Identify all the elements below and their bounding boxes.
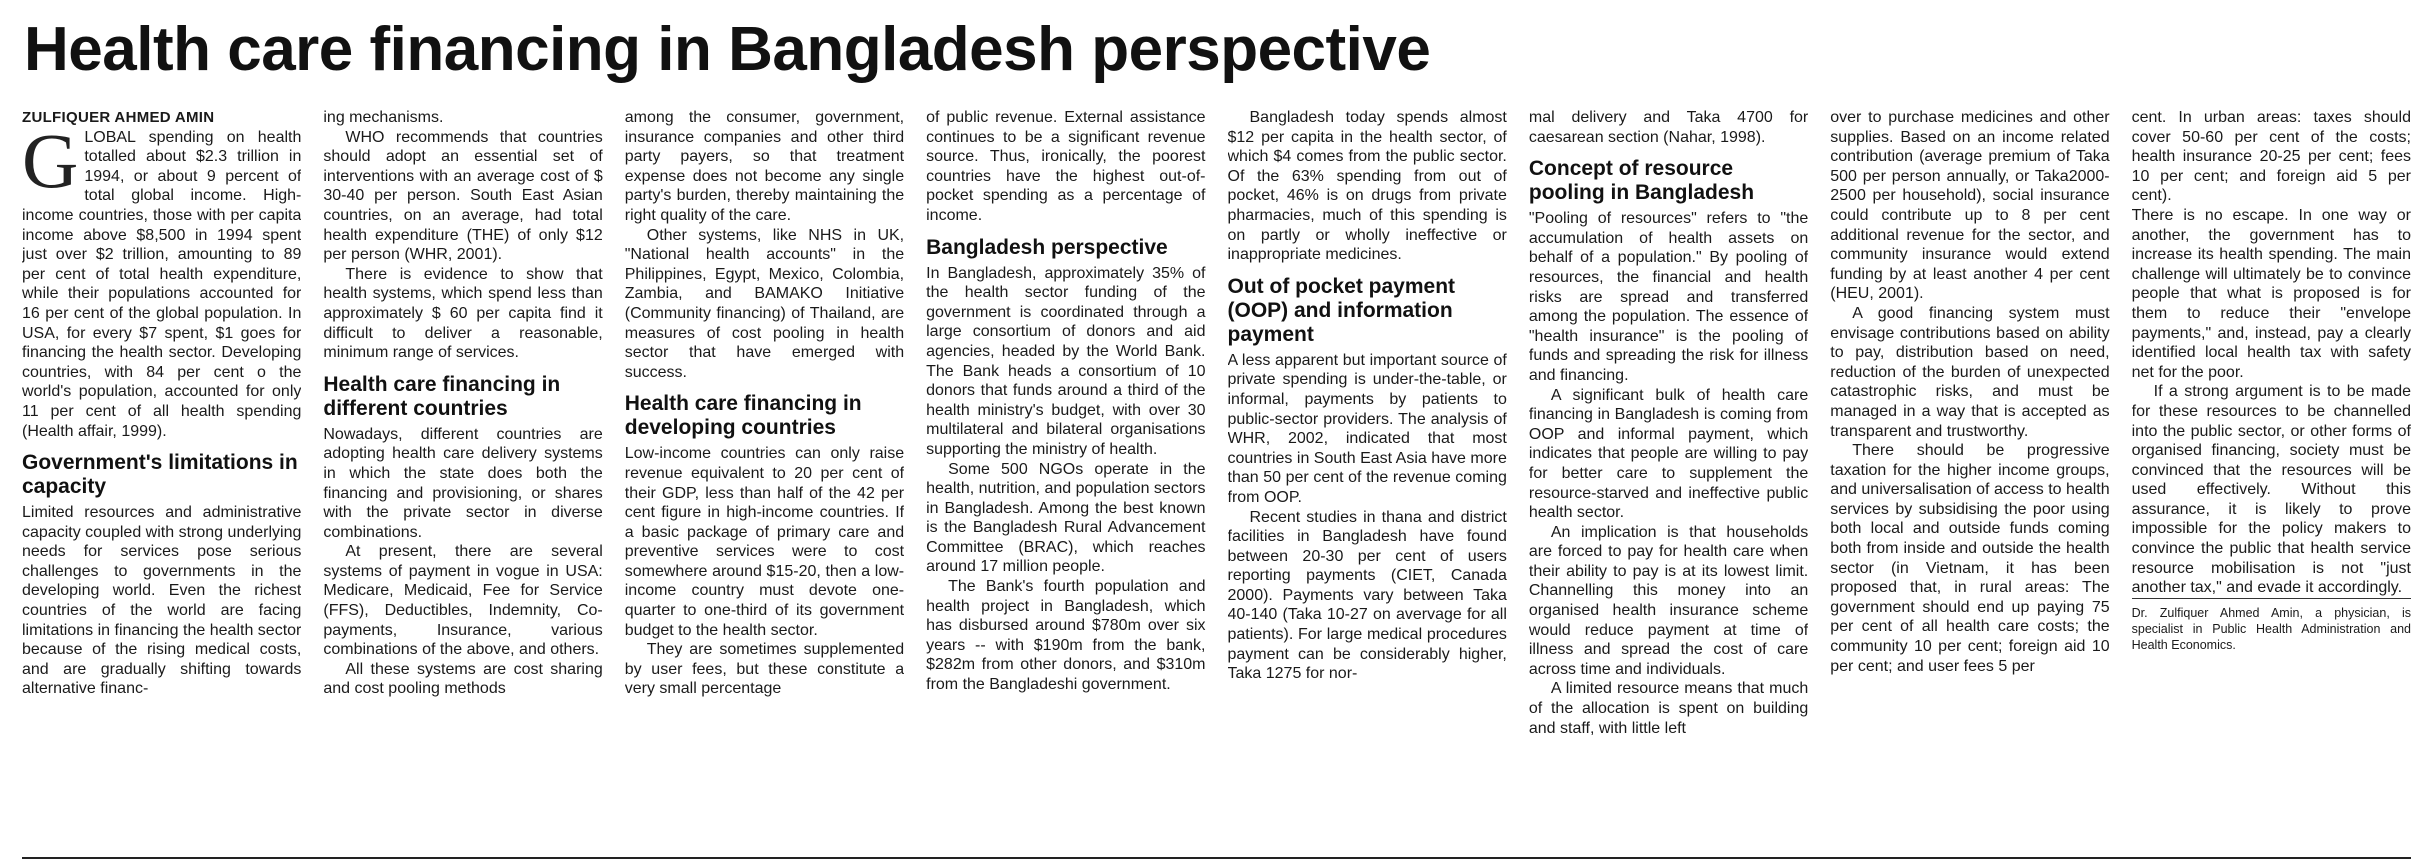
- section-heading: Out of pocket payment (OOP) and information payment: [1227, 274, 1456, 346]
- article-column: [926, 108, 1205, 848]
- article-column: [1830, 108, 2109, 848]
- body-paragraph: All these systems are cost sharing and cost pooling methods: [323, 660, 603, 698]
- body-paragraph: Limited resources and administrative capacity coupled with strong underlying needs for services pose serious challenges to governments in the developing world. Even the richest countries of the world are facing limitations in financing the health sector because of the rising medical costs, and are gradually shifting towards alternative financ-: [22, 504, 302, 698]
- section-heading: Concept of resource pooling in Bangladesh: [1528, 157, 1755, 205]
- drop-cap: G: [22, 116, 79, 204]
- article-column: [625, 108, 904, 848]
- body-paragraph: A limited resource means that much of the allocation is spent on building and staff, with little left: [1528, 680, 1809, 737]
- body-paragraph: Bangladesh today spends almost $12 per capita in the health sector, of which $4 comes from the public sector. Of the 63% spending from out of pocket, 46% is on drugs from private pharmacies, much of this spending is on partly or wholly ineffective or inappropriate medicines.: [1227, 109, 1507, 264]
- body-paragraph: A less apparent but important source of private spending is under-the-table, or informal, payments by patients to public-sector providers. The analysis of WHR, 2002, indicated that most countries in South East Asia have more than 50 per cent of the revenue coming from OOP.: [1227, 351, 1507, 506]
- section-heading: Government's limitations in capacity: [22, 451, 298, 499]
- body-paragraph: They are sometimes supplemented by user fees, but these constitute a very small percentage: [624, 641, 905, 698]
- article-column: [1228, 108, 1507, 848]
- body-paragraph: A good financing system must envisage contributions based on ability to pay, distribution based on need, reduction of the burden of unexpected catastrophic risks, and must be managed in a way that is accepted as transparent and trustworthy.: [1830, 304, 2110, 440]
- body-paragraph: If a strong argument is to be made for these resources to be channelled into the public sector, or other forms of organised financing, society must be convinced that the resources will be used effectively. Without this assurance, it is likely to prove impossible for the policy makers to convince the public that health service resource mobilisation is not "just another tax," and evade it accordingly.: [2131, 383, 2411, 597]
- body-paragraph: cent. In urban areas: taxes should cover 50-60 per cent of the costs; health insurance 20-25 per cent; fees 10 per cent; and foreign aid 5 per cent).: [2131, 109, 2411, 205]
- body-paragraph: Nowadays, different countries are adopting health care delivery systems in which the state does both the financing and provisioning, or shares with the private sector in diverse combinations.: [323, 425, 603, 541]
- article-headline: Health care financing in Bangladesh perspective: [24, 15, 1431, 84]
- body-paragraph: The Bank's fourth population and health project in Bangladesh, which has disbursed around $780m over six years -- with $190m from the bank, $282m from other donors, and $310m from the Bangladeshi government.: [926, 578, 1206, 694]
- article-column: [323, 108, 602, 848]
- body-paragraph: Low-income countries can only raise revenue equivalent to 20 per cent of their GDP, less than half of the 42 per cent figure in high-income countries. If a basic package of primary care and preventive services were to cost somewhere around $15-20, then a low-income country must devote one-quarter to one-third of its government budget to the health sector.: [624, 445, 905, 639]
- body-paragraph: Some 500 NGOs operate in the health, nutrition, and population sectors in Bangladesh. Among the best known is the Bangladesh Rural Advancement Committee (BRAC), which reaches around 17 million people.: [926, 460, 1206, 576]
- article-column: [1529, 108, 1808, 848]
- body-paragraph: of public revenue. External assistance continues to be a significant revenue source. Thus, ironically, the poorest countries have the highest out-of-pocket spending as a percentage of income.: [926, 109, 1206, 224]
- body-paragraph: There is no escape. In one way or another, the government has to increase its health spending. The main challenge will ultimately be to convince people that what is proposed is for them to reduce their "envelope payments," and, instead, pay a clearly identified local health tax with safety net for the poor.: [2131, 206, 2411, 381]
- bottom-rule: [22, 857, 2411, 859]
- body-paragraph: Other systems, like NHS in UK, "National health accounts" in the Philippines, Egypt, Mexico, Colombia, Zambia, and BAMAKO Initiative (Community financing) of Thailand, are measures of cost pooling in health sector that have emerged with success.: [624, 226, 905, 381]
- article-column: [22, 108, 301, 848]
- body-paragraph: There is evidence to show that health systems, which spend less than approximately $ 60 per capita find it difficult to deliver a reasonable, minimum range of services.: [323, 265, 603, 362]
- body-paragraph: Recent studies in thana and district facilities in Bangladesh have found between 20-30 per cent of users reporting payments (CIET, Canada 2000). Payments vary between Taka 40-140 (Taka 10-27 on avervage for all patients). For large medical procedures payment can be considerably higher, Taka 1275 for nor-: [1227, 508, 1507, 683]
- body-paragraph: among the consumer, government, insurance companies and other third party payers, so that treatment expense does not become any single party's burden, thereby maintaining the right quality of the care.: [624, 109, 905, 224]
- body-paragraph: In Bangladesh, approximately 35% of the health sector funding of the government is coordinated through a large consortium of donors and aid agencies, headed by the World Bank. The Bank heads a consortium of 10 donors that funds around a third of the health ministry's budget, with over 30 multilateral and bilateral organisations supporting the ministry of health.: [926, 264, 1206, 458]
- section-heading: Health care financing in developing countries: [624, 392, 862, 440]
- body-paragraph: over to purchase medicines and other supplies. Based on an income related contribution (average premium of Taka 500 per person annually, or Taka2000-2500 per household), social insurance could contribute up to 8 per cent additional revenue for the sector, and community insurance would extend funding by at least another 4 per cent (HEU, 2001).: [1830, 109, 2110, 303]
- author-note: Dr. Zulfiquer Ahmed Amin, a physician, is specialist in Public Health Administration and Health Economics.: [2132, 598, 2411, 653]
- author-byline: ZULFIQUER AHMED AMIN: [22, 109, 215, 126]
- body-paragraph: At present, there are several systems of payment in vogue in USA: Medicare, Medicaid, Fee for Service (FFS), Deductibles, Indemnity, Co-payments, Insurance, various combinations of the above, and others.: [323, 543, 603, 659]
- body-paragraph: There should be progressive taxation for the higher income groups, and universalisation of access to health services by subsidising the poor using both local and outside funds coming both from inside and outside the health sector (in Vietnam, it has been proposed that, in rural areas: The government should end up paying 75 per cent of all health care costs; the community 10 per cent; foreign aid 10 per cent; and user fees 5 per: [1830, 442, 2110, 675]
- body-paragraph: A significant bulk of health care financing in Bangladesh is coming from OOP and informal payment, which indicates that people are willing to pay for better care to supplement the resource-starved and ineffective public health sector.: [1528, 386, 1809, 522]
- article-columns: [22, 108, 2411, 848]
- body-paragraph: An implication is that households are forced to pay for health care when their ability to pay is at its lowest limit. Channelling this money into an organised health insurance scheme would reduce payment at time of illness and spread the cost of care across time and individuals.: [1528, 523, 1809, 678]
- section-heading: Bangladesh perspective: [926, 235, 1168, 259]
- body-paragraph: "Pooling of resources" refers to "the accumulation of health assets on behalf of a population." By pooling of resources, the financial and health risks are spread and transferred among the population. The essence of "health insurance" is the pooling of funds and spreading the risk for illness and financing.: [1528, 210, 1809, 384]
- lead-paragraph-text: LOBAL spending on health totalled about $2.3 trillion in 1994, or about 9 percent of total global income. High-income countries, those with per capita income above $8,500 in 1994 spent just over $2 trillion, amounting to 89 per cent of total health expenditure, while their populations accounted for 16 per cent of the global population. In USA, for every $7 spent, $1 goes for financing the health sector. Developing countries, with 84 per cent o the world's population, accounted for only 11 per cent of all health spending (Health affair, 1999).: [22, 128, 302, 440]
- body-paragraph: WHO recommends that countries should adopt an essential set of interventions with an average cost of $ 30-40 per person. South East Asian countries, on an average, had total health expenditure (THE) of only $12 per person (WHR, 2001).: [323, 128, 603, 264]
- body-paragraph: mal delivery and Taka 4700 for caesarean section (Nahar, 1998).: [1528, 109, 1809, 146]
- section-heading: Health care financing in different countries: [323, 372, 561, 420]
- body-paragraph: ing mechanisms.: [323, 109, 444, 126]
- article-column: [2132, 108, 2411, 848]
